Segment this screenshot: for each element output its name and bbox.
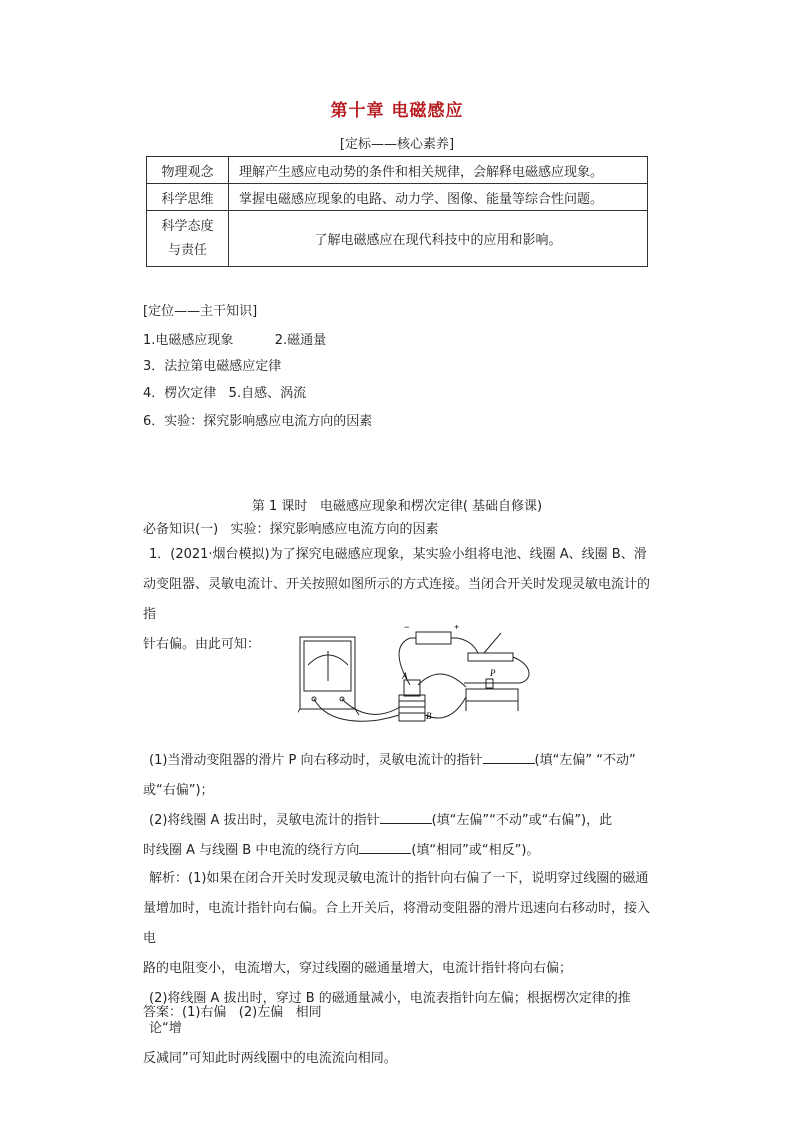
table-key-line: 科学态度 [161, 218, 214, 234]
text-line: 反减同”可知此时两线圈中的电流流向相同。 [143, 1051, 397, 1066]
battery-minus-label: − [404, 625, 410, 632]
coil-a [404, 680, 420, 696]
table-key [147, 211, 229, 267]
subquestions [143, 746, 653, 866]
text-line: 量增加时，电流计指针向右偏。合上开关后，将滑动变阻器的滑片迅速向右移动时，接入电 [143, 901, 651, 946]
text-line: 解析：(1)如果在闭合开关时发现灵敏电流计的指针向右偏了一下，说明穿过线圈的磁通 [149, 871, 649, 886]
answer-blank [359, 841, 411, 854]
knowledge-item: 1.电磁感应现象 2.磁通量 [143, 333, 327, 348]
slider-p-label: P [490, 668, 496, 678]
battery [416, 632, 451, 644]
text-line: (2)将线圈 A 拔出时，穿过 B 的磁通量减小，电流表指针向左偏；根据楞次定律的推论“增 [149, 991, 631, 1036]
answer-line: 答案：(1)右偏 (2)左偏 相同 [143, 1005, 322, 1020]
table-row [147, 157, 648, 184]
table-key: 科学思维 [147, 184, 229, 211]
text-segment: (填“相同”或“相反”)。 [411, 843, 540, 858]
knowledge-item: 6．实验：探究影响感应电流方向的因素 [143, 414, 373, 429]
table-row [147, 184, 648, 211]
text-line: 路的电阻变小，电流增大，穿过线圈的磁通量增大，电流计指针将向右偏； [143, 961, 573, 976]
knowledge-item: 4．楞次定律 5.自感、涡流 [143, 386, 307, 401]
battery-plus-label: + [454, 625, 460, 632]
chapter-title: 第十章 电磁感应 [330, 101, 464, 121]
table-key: 物理观念 [147, 157, 229, 184]
table-key-line: 与责任 [167, 242, 207, 258]
knowledge-header: [定位——主干知识] [143, 304, 258, 319]
table-value: 理解产生感应电动势的条件和相关规律，会解释电磁感应现象。 [229, 157, 648, 184]
text-segment: (2)将线圈 A 拔出时，灵敏电流计的指针 [149, 813, 380, 828]
knowledge-item: 3．法拉第电磁感应定律 [143, 359, 282, 374]
text-line: 针右偏。由此可知： [143, 637, 261, 652]
circuit-diagram [298, 625, 543, 727]
coil-b-label: B [426, 711, 432, 721]
text-segment: (填“左偏”“不动”或“右偏”)，此 [431, 813, 613, 828]
text-line: 动变阻器、灵敏电流计、开关按照如图所示的方式连接。当闭合开关时发现灵敏电流计的指 [143, 577, 651, 622]
text-segment: 时线圈 A 与线圈 B 中电流的绕行方向 [143, 843, 360, 858]
table-value: 掌握电磁感应现象的电路、动力学、图像、能量等综合性问题。 [229, 184, 648, 211]
core-literacy-table [146, 156, 648, 267]
coil-b [399, 695, 425, 721]
table-row [147, 211, 648, 267]
section-heading: 必备知识(一) 实验：探究影响感应电流方向的因素 [143, 522, 439, 537]
answer-blank [380, 811, 432, 824]
goals-header: [定标——核心素养] [339, 137, 455, 152]
answer-blank [483, 751, 535, 764]
table-value: 了解电磁感应在现代科技中的应用和影响。 [229, 211, 648, 267]
lesson-title: 第 1 课时 电磁感应现象和楞次定律( 基础自修课) [251, 499, 543, 514]
analysis [143, 864, 653, 1074]
switch [468, 653, 513, 661]
text-segment: (填“左偏” “不动” [534, 753, 636, 768]
text-line: 或“右偏”)； [143, 783, 214, 798]
rheostat [466, 689, 518, 701]
coil-a-label: A [402, 671, 408, 681]
text-segment: (1)当滑动变阻器的滑片 P 向右移动时，灵敏电流计的指针 [149, 753, 483, 768]
text-line: 1．(2021·烟台模拟)为了探究电磁感应现象，某实验小组将电池、线圈 A、线圈 B、滑 [149, 547, 647, 562]
